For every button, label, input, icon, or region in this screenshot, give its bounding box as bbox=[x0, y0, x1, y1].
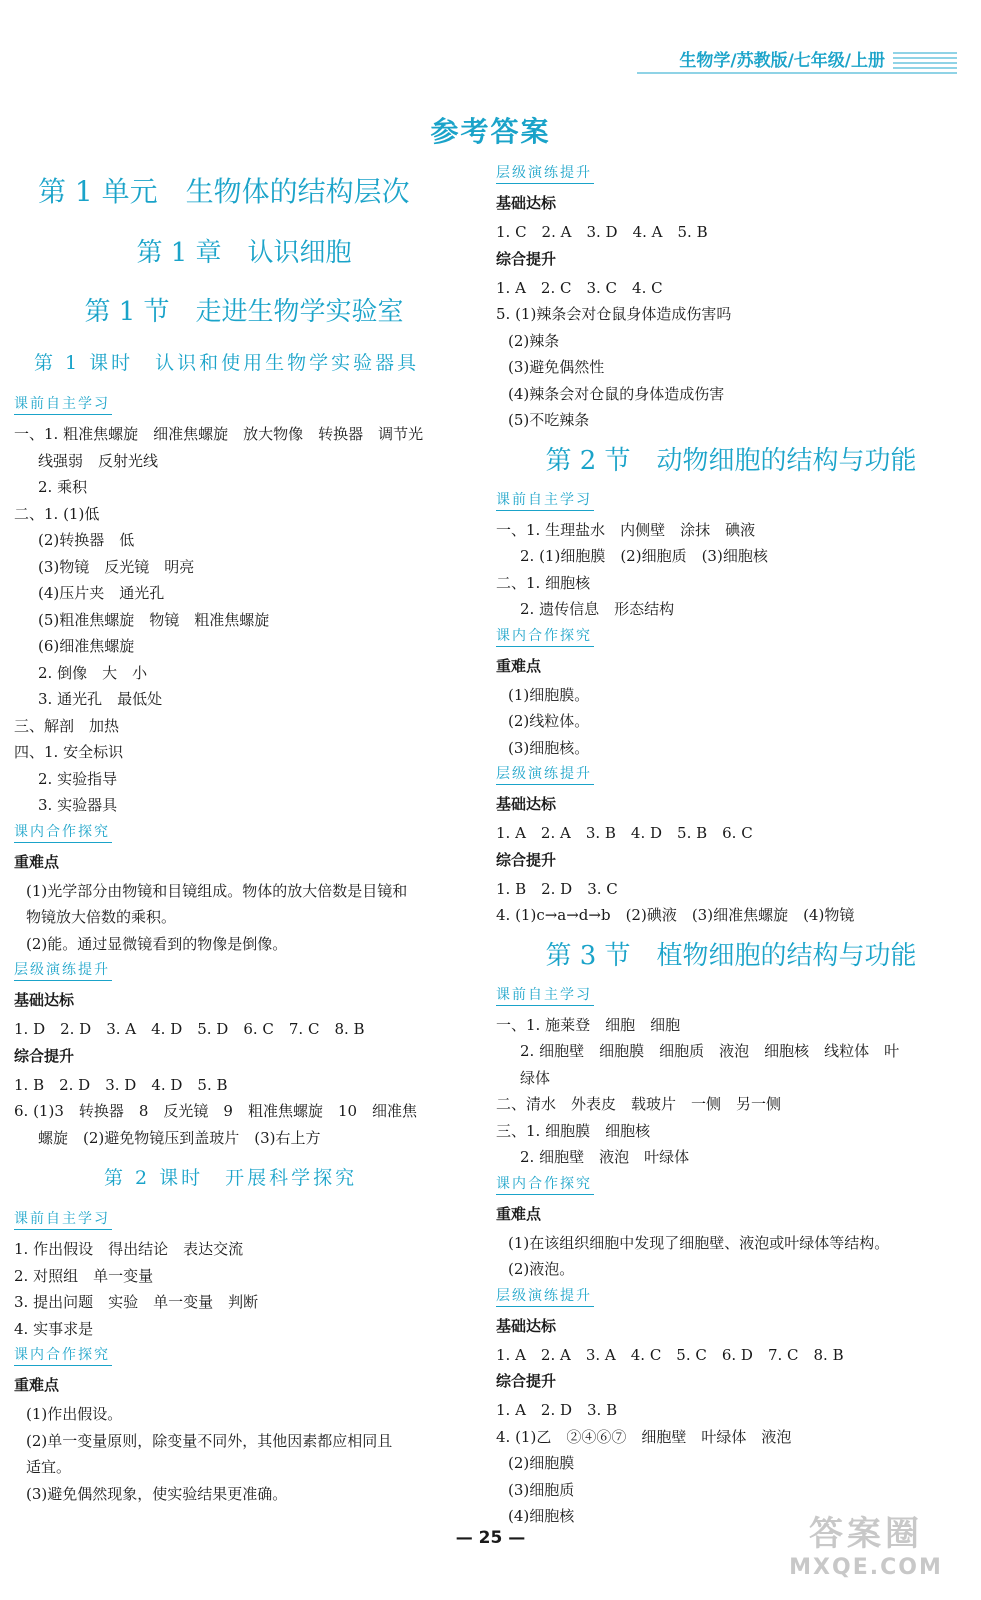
answer-line: 2. 实验指导 bbox=[38, 769, 118, 788]
section-tag: 课前自主学习 bbox=[14, 393, 112, 415]
answer-line: 1. A 2. A 3. B 4. D 5. B 6. C bbox=[496, 824, 753, 842]
answer-line: 适宜。 bbox=[26, 1458, 72, 1476]
answer-line: (1)细胞膜。 bbox=[508, 685, 590, 704]
answer-line: 3. 提出问题 实验 单一变量 判断 bbox=[14, 1293, 259, 1311]
section-tag: 层级演练提升 bbox=[496, 162, 594, 184]
answer-line: (4)辣条会对仓鼠的身体造成伤害 bbox=[508, 384, 725, 403]
section-tag: 课内合作探究 bbox=[496, 625, 594, 647]
subheading: 综合提升 bbox=[496, 850, 557, 869]
answer-line: (3)物镜 反光镜 明亮 bbox=[38, 557, 195, 576]
section-tag: 层级演练提升 bbox=[496, 1285, 594, 1307]
answer-line: (2)辣条 bbox=[508, 331, 560, 350]
subheading: 综合提升 bbox=[496, 1372, 557, 1390]
answer-line: 线强弱 反射光线 bbox=[38, 451, 159, 470]
answer-line: 1. A 2. D 3. B bbox=[496, 1401, 618, 1419]
answer-line: 四、1. 安全标识 bbox=[14, 743, 124, 761]
section-tag: 课内合作探究 bbox=[14, 1344, 112, 1366]
answer-line: (2)转换器 低 bbox=[38, 531, 135, 549]
subheading: 基础达标 bbox=[14, 991, 75, 1009]
unit-title: 第 1 单元 生物体的结构层次 bbox=[38, 175, 410, 208]
answer-line: 1. B 2. D 3. C bbox=[496, 879, 618, 898]
answer-line: 1. 作出假设 得出结论 表达交流 bbox=[14, 1240, 244, 1258]
answer-line: 一、1. 粗准焦螺旋 细准焦螺旋 放大物像 转换器 调节光 bbox=[14, 425, 424, 443]
answer-line: 2. 遗传信息 形态结构 bbox=[520, 600, 675, 618]
answer-line: 三、解剖 加热 bbox=[14, 716, 120, 735]
page-number: — 25 — bbox=[455, 1528, 526, 1548]
subheading: 综合提升 bbox=[496, 249, 557, 268]
answer-line: 2. 细胞壁 液泡 叶绿体 bbox=[520, 1148, 690, 1166]
answer-line: 三、1. 细胞膜 细胞核 bbox=[496, 1121, 651, 1140]
answer-line: 2. 乘积 bbox=[38, 478, 88, 496]
chapter-title: 第 1 章 认识细胞 bbox=[136, 238, 352, 268]
answer-line: (4)细胞核 bbox=[508, 1507, 575, 1525]
page-title: 参考答案 bbox=[430, 115, 551, 148]
answer-line: 2. 对照组 单一变量 bbox=[14, 1266, 154, 1285]
answer-line: (2)单一变量原则，除变量不同外，其他因素都应相同且 bbox=[26, 1431, 393, 1450]
section-tag: 课前自主学习 bbox=[14, 1208, 112, 1230]
subheading: 重难点 bbox=[14, 852, 60, 871]
answer-line: (3)细胞核。 bbox=[508, 738, 590, 757]
section-tag: 课前自主学习 bbox=[496, 984, 594, 1006]
answer-line: (2)能。通过显微镜看到的物像是倒像。 bbox=[26, 934, 288, 953]
subheading: 重难点 bbox=[496, 1204, 542, 1223]
subheading: 重难点 bbox=[14, 1376, 60, 1394]
subheading: 重难点 bbox=[496, 656, 542, 675]
answer-line: 二、清水 外表皮 载玻片 一侧 另一侧 bbox=[496, 1095, 782, 1113]
answer-line: (5)粗准焦螺旋 物镜 粗准焦螺旋 bbox=[38, 610, 270, 629]
answer-line: (1)在该组织细胞中发现了细胞壁、液泡或叶绿体等结构。 bbox=[508, 1233, 890, 1252]
header-rule bbox=[637, 72, 957, 74]
answer-line: 1. B 2. D 3. D 4. D 5. B bbox=[14, 1075, 228, 1094]
lesson-title: 第 2 课时 开展科学探究 bbox=[104, 1167, 358, 1189]
lesson-title: 第 1 课时 认识和使用生物学实验器具 bbox=[34, 352, 420, 374]
watermark-url: MXQE.COM bbox=[789, 1555, 943, 1580]
answer-line: (3)细胞质 bbox=[508, 1480, 575, 1499]
subheading: 基础达标 bbox=[496, 1316, 557, 1335]
answer-line: (3)避免偶然现象，使实验结果更准确。 bbox=[26, 1484, 288, 1503]
right-column bbox=[496, 160, 966, 1530]
page-header bbox=[637, 42, 957, 82]
answer-line: (6)细准焦螺旋 bbox=[38, 637, 135, 655]
header-decoration bbox=[893, 52, 957, 72]
answer-line: (2)液泡。 bbox=[508, 1260, 575, 1278]
answer-line: 一、1. 生理盐水 内侧壁 涂抹 碘液 bbox=[496, 520, 756, 539]
header-title: 生物学/苏教版/七年级/上册 bbox=[679, 51, 885, 71]
section-title: 第 2 节 动物细胞的结构与功能 bbox=[545, 445, 917, 476]
answer-line: 6. (1)3 转换器 8 反光镜 9 粗准焦螺旋 10 细准焦 bbox=[14, 1102, 418, 1120]
section-tag: 课内合作探究 bbox=[496, 1173, 594, 1195]
answer-line: 一、1. 施莱登 细胞 细胞 bbox=[496, 1015, 681, 1034]
answer-line: 二、1. 细胞核 bbox=[496, 573, 591, 592]
left-column bbox=[14, 160, 474, 1507]
subheading: 基础达标 bbox=[496, 795, 557, 813]
answer-line: (1)光学部分由物镜和目镜组成。物体的放大倍数是目镜和 bbox=[26, 881, 408, 900]
watermark-logo bbox=[781, 1506, 951, 1580]
answer-line: 3. 实验器具 bbox=[38, 796, 118, 814]
answer-line: 1. D 2. D 3. A 4. D 5. D 6. C 7. C 8. B bbox=[14, 1020, 365, 1038]
answer-line: 2. 细胞壁 细胞膜 细胞质 液泡 细胞核 线粒体 叶 bbox=[520, 1042, 900, 1060]
answer-line: 1. A 2. C 3. C 4. C bbox=[496, 278, 663, 297]
answer-line: 3. 通光孔 最低处 bbox=[38, 690, 163, 708]
section-tag: 课内合作探究 bbox=[14, 821, 112, 843]
subheading: 综合提升 bbox=[14, 1046, 75, 1065]
answer-line: 2. 倒像 大 小 bbox=[38, 663, 148, 682]
section-tag: 层级演练提升 bbox=[496, 763, 594, 785]
answer-line: (4)压片夹 通光孔 bbox=[38, 584, 165, 602]
answer-line: 物镜放大倍数的乘积。 bbox=[26, 908, 177, 926]
answer-line: 绿体 bbox=[520, 1068, 551, 1087]
section-title: 第 1 节 走进生物学实验室 bbox=[84, 297, 404, 327]
answer-line: 1. A 2. A 3. A 4. C 5. C 6. D 7. C 8. B bbox=[496, 1345, 844, 1364]
answer-line: 1. C 2. A 3. D 4. A 5. B bbox=[496, 223, 708, 241]
answer-line: 螺旋 (2)避免物镜压到盖玻片 (3)右上方 bbox=[38, 1128, 321, 1147]
section-title: 第 3 节 植物细胞的结构与功能 bbox=[545, 940, 917, 971]
subheading: 基础达标 bbox=[496, 194, 557, 212]
answer-line: (2)细胞膜 bbox=[508, 1454, 575, 1472]
answer-line: 5. (1)辣条会对仓鼠身体造成伤害吗 bbox=[496, 305, 732, 323]
answer-line: (2)线粒体。 bbox=[508, 712, 590, 730]
section-tag: 课前自主学习 bbox=[496, 489, 594, 511]
answer-line: (1)作出假设。 bbox=[26, 1405, 123, 1423]
watermark-text: 答案圈 bbox=[809, 1514, 923, 1554]
answer-line: (5)不吃辣条 bbox=[508, 411, 590, 429]
answer-line: 4. (1)c→a→d→b (2)碘液 (3)细准焦螺旋 (4)物镜 bbox=[496, 906, 855, 924]
section-tag: 层级演练提升 bbox=[14, 959, 112, 981]
answer-line: 4. 实事求是 bbox=[14, 1319, 94, 1338]
answer-line: 二、1. (1)低 bbox=[14, 504, 100, 523]
answer-line: 4. (1)乙 ②④⑥⑦ 细胞壁 叶绿体 液泡 bbox=[496, 1427, 792, 1446]
answer-line: 2. (1)细胞膜 (2)细胞质 (3)细胞核 bbox=[520, 547, 768, 565]
answer-line: (3)避免偶然性 bbox=[508, 358, 605, 376]
